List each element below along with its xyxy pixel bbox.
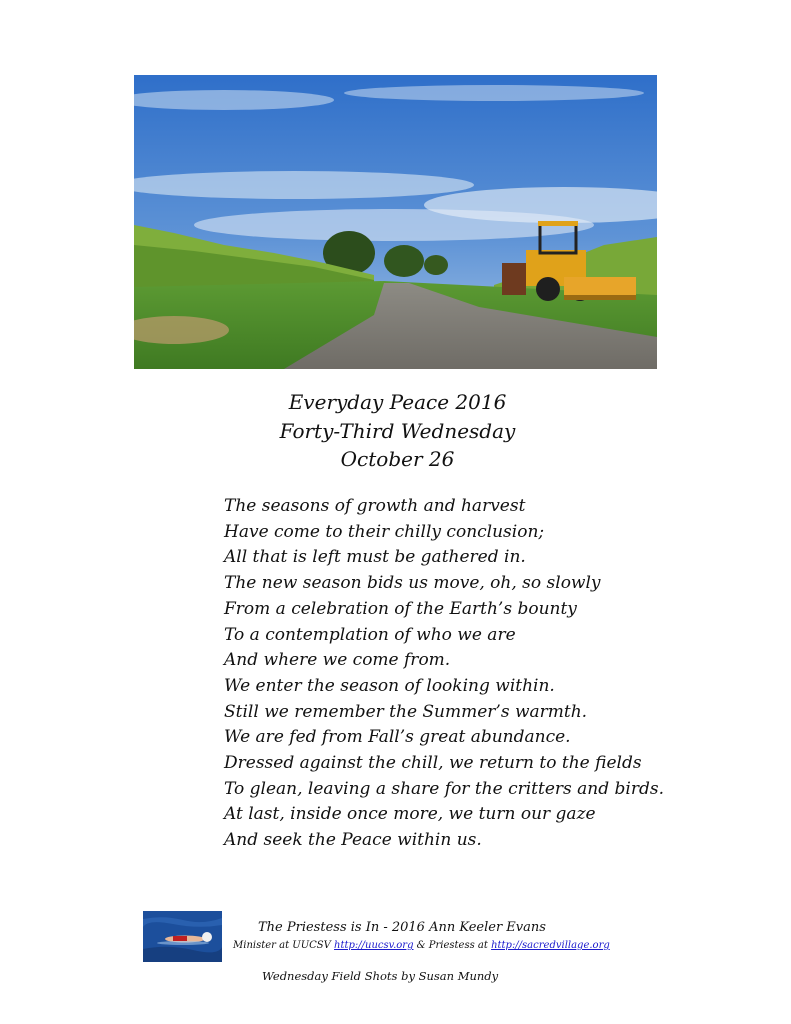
poem-line: From a celebration of the Earth’s bounty — [224, 598, 577, 619]
poem-line: And seek the Peace within us. — [224, 830, 482, 851]
page-subtitle: Forty-Third Wednesday — [279, 418, 516, 443]
poem-line: We enter the season of looking within. — [224, 675, 555, 696]
poem-line: Have come to their chilly conclusion; — [224, 521, 545, 542]
poem-line: To glean, leaving a share for the critters and birds. — [224, 778, 664, 799]
poem-line: Still we remember the Summer’s warmth. — [224, 701, 588, 722]
photo-credit: Wednesday Field Shots by Susan Mundy — [262, 969, 499, 983]
poem-line: The new season bids us move, oh, so slowly — [224, 573, 601, 594]
priestess-label: & Priestess at — [416, 940, 488, 951]
footer-affiliations — [233, 940, 610, 951]
uucsv-link[interactable]: http://uucsv.org — [334, 940, 414, 951]
poem-line: To a contemplation of who we are — [224, 624, 516, 645]
poem-line: We are fed from Fall’s great abundance. — [224, 727, 571, 748]
poem-line: All that is left must be gathered in. — [224, 547, 526, 568]
page-date: October 26 — [340, 447, 455, 471]
poem-line: The seasons of growth and harvest — [224, 496, 526, 516]
minister-label: Minister at UUCSV — [233, 940, 331, 951]
poem-line: And where we come from. — [224, 650, 451, 671]
poem-line: Dressed against the chill, we return to the fields — [224, 753, 642, 774]
hero-photo — [134, 75, 657, 369]
page-title: Everyday Peace 2016 — [288, 390, 507, 414]
sacredvillage-link[interactable]: http://sacredvillage.org — [491, 940, 610, 951]
footer-title: The Priestess is In - 2016 Ann Keeler Evans — [258, 920, 546, 935]
poem-line: At last, inside once more, we turn our gaze — [224, 804, 596, 825]
title-block — [0, 388, 791, 474]
author-photo — [143, 911, 222, 962]
poem — [224, 494, 764, 854]
